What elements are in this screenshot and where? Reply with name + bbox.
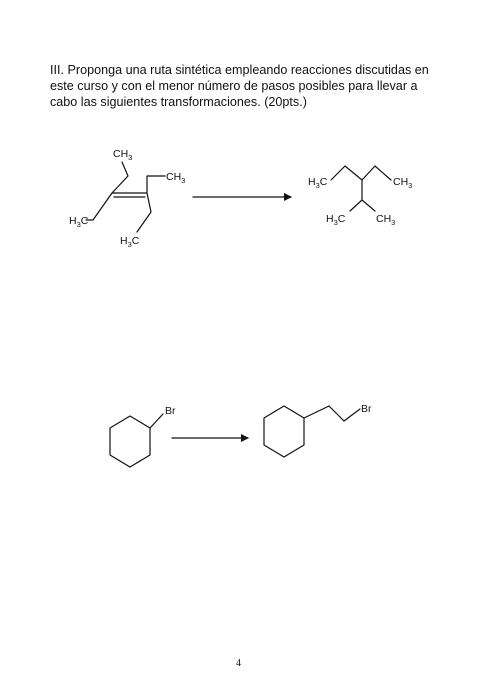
question-line-1: III. Proponga una ruta sintética empleando reacciones discutidas en — [50, 63, 429, 77]
reaction1-reactant — [69, 148, 185, 249]
reactant2-br: Br — [165, 405, 176, 417]
cyclohexane-ring-1 — [110, 416, 150, 467]
page-number: 4 — [236, 658, 241, 669]
reactant1-bottom-h3c: $H_3C$ — [120, 235, 140, 249]
reactant1-left-h3c: $H_3C$ — [69, 215, 89, 229]
product1-bonds — [331, 166, 391, 211]
product1-bottom-left-h3c: $H_3C$ — [326, 213, 346, 227]
reaction2-product — [264, 403, 372, 457]
reactant1-top-ch3: $CH_3$ — [113, 148, 133, 162]
cyclohexane-ring-2 — [264, 406, 304, 457]
ethyl-chain-bonds — [304, 406, 360, 421]
product2-br: Br — [361, 403, 372, 415]
question-line-2: este curso y con el menor número de pasos posibles para llevar a — [50, 79, 418, 93]
reaction2-reactant — [110, 405, 176, 467]
c-br-bond-1 — [150, 414, 163, 428]
product1-right-ch3: $CH_3$ — [393, 176, 413, 190]
question-line-3: cabo las siguientes transformaciones. (20pts.) — [50, 95, 307, 109]
product1-bottom-right-ch3: $CH_3$ — [376, 213, 396, 227]
product1-left-h3c: $H_3C$ — [308, 176, 328, 190]
reactant1-right-ch3: $CH_3$ — [166, 171, 186, 185]
reaction1-product — [308, 166, 412, 227]
